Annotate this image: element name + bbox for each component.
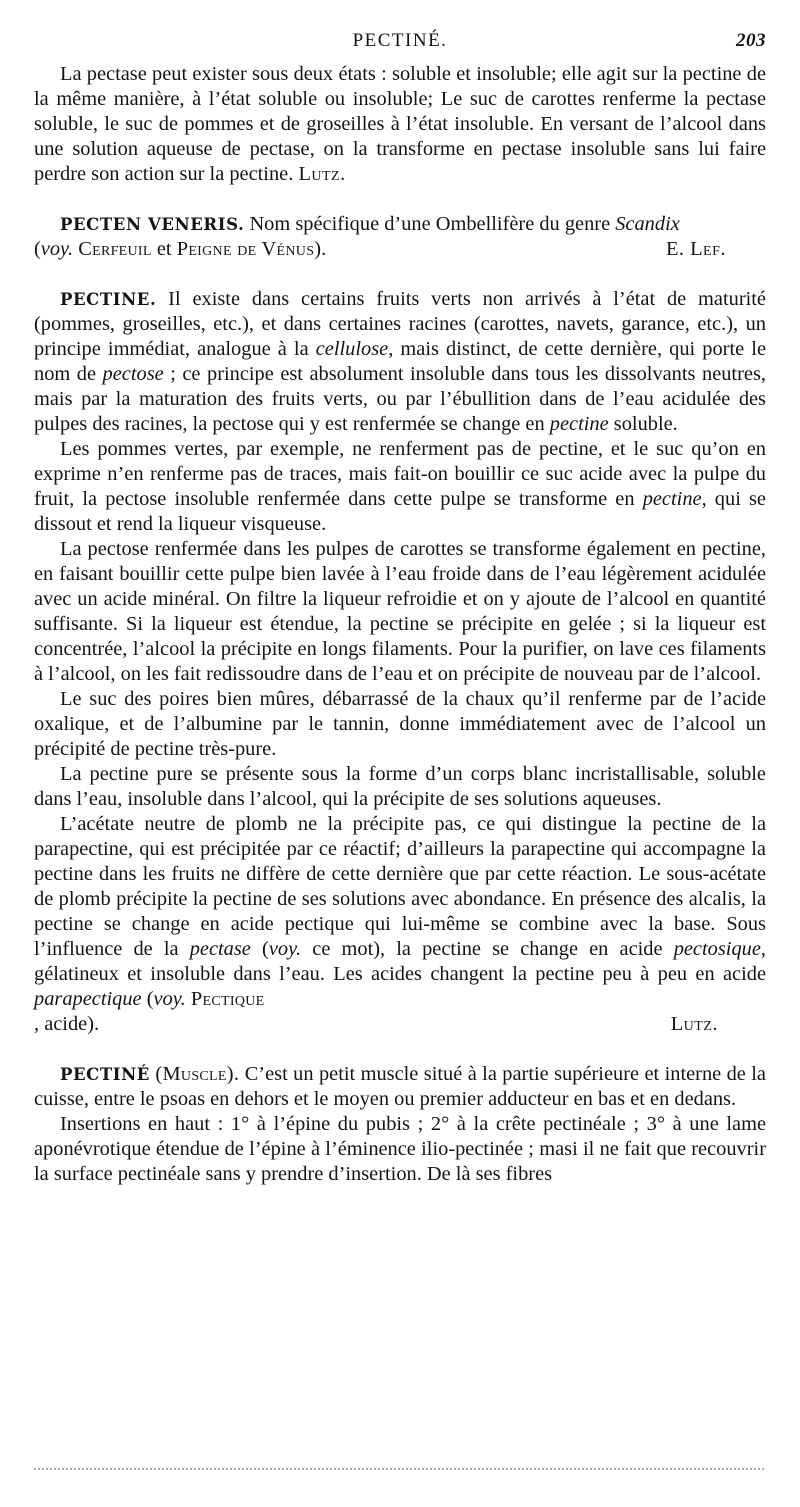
pecten-ref-peigne: Peigne de Vénus — [176, 238, 315, 260]
pecten-author: E. Lef. — [665, 238, 726, 260]
page-number: 203 — [736, 30, 766, 51]
headword-pectine-muscle: PECTINÉ — [60, 1065, 150, 1084]
pecten-ref-line: (voy. Cerfeuil et Peigne de Vénus). E. Lef. — [34, 238, 726, 260]
pectine-ref-pectique: Pectique — [190, 988, 265, 1010]
pectine-paragraph-3: La pectose renfermée dans les pulpes de carottes se transforme également en pectine, en faisant bouillir cette pulpe bien lavée à l’eau froide dans de l’eau légèrement acidulée avec un acide minéral. On filtre la liqueur refroidie et on y ajoute de l’alcool en quantité suffisante. Si la liqueur est étendue, la pectine se précipite en gelée ; si la liqueur est concentrée, l’alcool la précipite en longs filaments. Pour la purifier, on lave ces filaments à l’alcool, on les fait redissoudre dans de l’eau et on précipite de nouveau par de l’alcool. — [34, 538, 766, 685]
headword-pecten-veneris: PECTEN VENERIS. — [60, 215, 245, 234]
pecten-text: Nom spécifique d’une Ombellifère du genre — [249, 213, 611, 235]
pectine-muscle-paragraph-2: Insertions en haut : 1° à l’épine du pubis ; 2° à la crête pectinéale ; 3° à une lame aponévrotique étendue de l’épine à l’éminence ilio-pectinée ; masi il ne fait que recouvrir la surface pectinéale sans y prendre d’insertion. De là ses fibres — [34, 1113, 766, 1185]
pectine-paragraph-4: Le suc des poires bien mûres, débarrassé de la chaux qu’il renferme par de l’acide oxalique, et de l’albumine par le tannin, donne immédiatement avec de l’alcool un précipité de pectine très-pure. — [34, 688, 766, 760]
pectine-muscle-label: (Muscle). — [155, 1063, 240, 1085]
pectine-paragraph-6: L’acétate neutre de plomb ne la précipite pas, ce qui distingue la pectine de la parapectine, qui est précipitée par ce réactif; d’ailleurs la parapectine qui accompagne la pectine dans les fruits ne diffère de cette dernière que par cette réaction. Le sous-acétate de plomb précipite la pectine de ses solutions avec abondance. En présence des alcalis, la pectine se change en acide pectique qui lui-même se combine avec la base. Sous l’influence de la pectase (voy. ce mot), la pectine se change en acide pectosique, gélatineux et insoluble dans l’eau. Les acides changent la pectine peu à peu en acide parapectique (voy. Pectique — [34, 813, 766, 1010]
pecten-voy: voy. — [40, 238, 74, 260]
pectine-paragraph-2: Les pommes vertes, par exemple, ne renferment pas de pectine, et le suc qu’on en exprime n’en renferme pas de traces, mais fait-on bouillir ce suc acide avec la pulpe du fruit, la pectose insoluble renfermée dans cette pulpe se transforme en pectine, qui se dissout et rend la liqueur visqueuse. — [34, 438, 766, 535]
pectine-paragraph-5: La pectine pure se présente sous la forme d’un corps blanc incristallisable, soluble dans l’eau, insoluble dans l’alcool, qui la précipite de ses solutions aqueuses. — [34, 763, 766, 810]
pectase-text: La pectase peut exister sous deux états : soluble et insoluble; elle agit sur la pectine de la même manière, à l’état soluble ou insoluble; Le suc de carottes renferme la pectase soluble, le suc de pommes et de groseilles à l’état insoluble. En versant de l’alcool dans une solution aqueuse de pectase, on la transforme en pectase insoluble sans lui faire perdre son action sur la pectine. — [34, 63, 766, 185]
entry-pecten-veneris — [34, 212, 766, 237]
entry-pectine-muscle: PECTINÉ (Muscle). C’est un petit muscle situé à la partie supérieure et interne de la cuisse, entre le psoas en dehors et le moyen ou premier adducteur en bas et en dedans. — [34, 1063, 766, 1110]
running-head-title: PECTINÉ. — [352, 30, 448, 51]
bottom-print-artifact — [34, 1468, 764, 1470]
headword-pectine: PECTINE. — [60, 290, 157, 309]
page-body — [34, 62, 766, 1187]
running-head — [34, 30, 766, 56]
pectine-author: Lutz. — [670, 1013, 718, 1035]
pectase-paragraph — [34, 62, 766, 187]
entry-pectine: PECTINE. Il existe dans certains fruits verts non arrivés à l’état de maturité (pommes, groseilles, etc.), et dans certaines racines (carottes, navets, garance, etc.), un principe immédiat, analogue à la cellulose, mais distinct, de cette dernière, qui porte le nom de pectose ; ce principe est absolument insoluble dans tous les dissolvants neutres, mais par la maturation des fruits verts, ou par l’ébullition dans de l’eau acidulée des pulpes des racines, la pectose qui y est renfermée se change en pectine soluble. — [34, 288, 766, 435]
pecten-ref-cerfeuil: Cerfeuil — [78, 238, 152, 260]
pecten-genus: Scandix — [615, 213, 680, 235]
pectine-end-line: , acide). Lutz. — [34, 1013, 718, 1035]
pectase-author: Lutz. — [298, 163, 346, 185]
